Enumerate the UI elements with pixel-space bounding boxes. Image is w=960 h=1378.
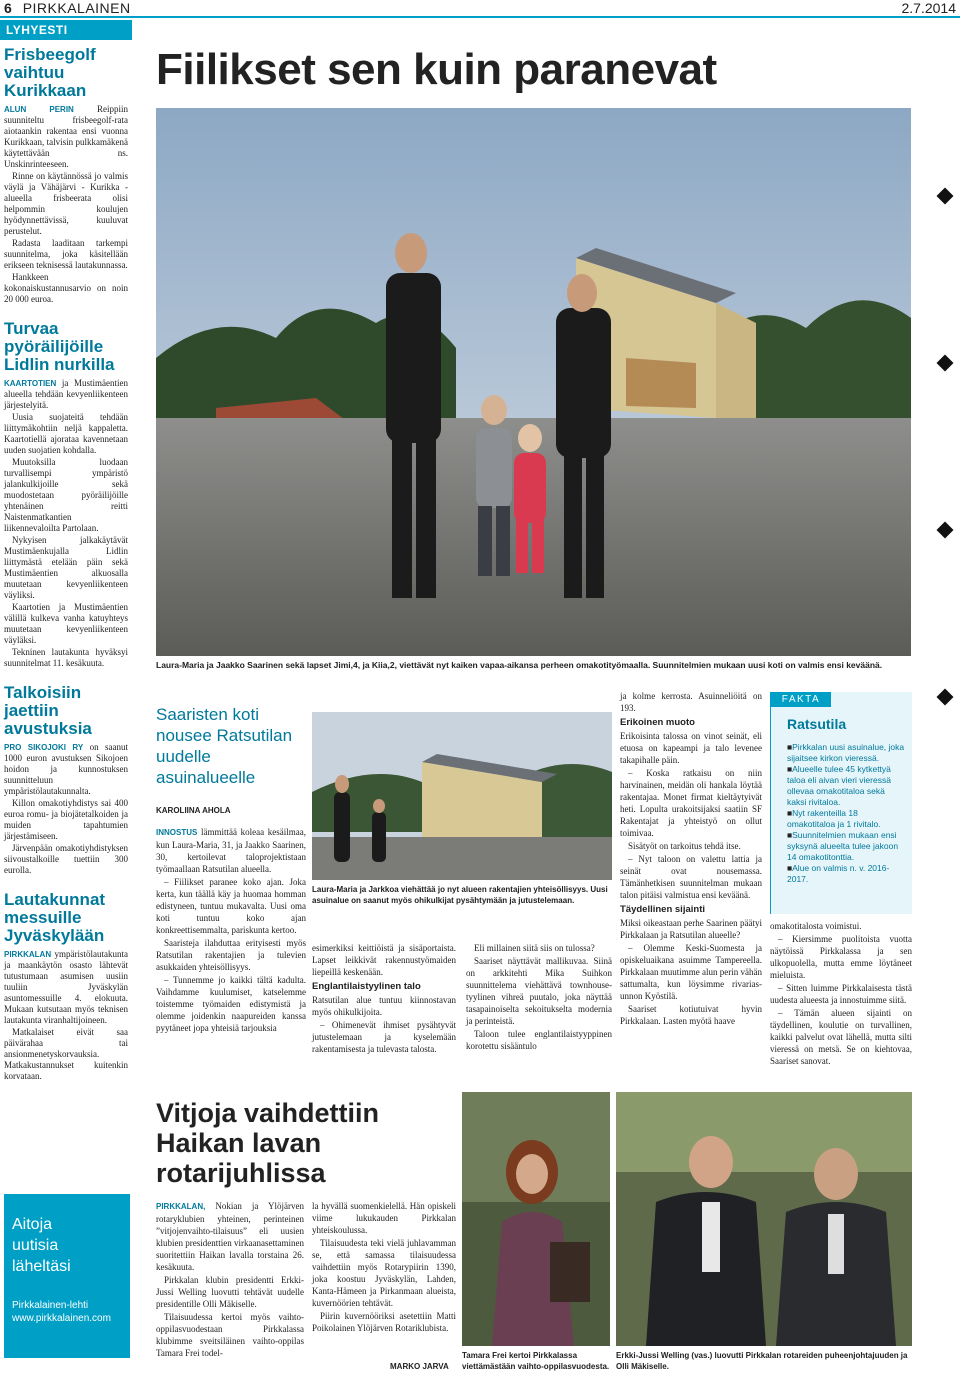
body-paragraph: Ratsutilan alue tuntuu kiinnostavan myös ohikulkijoita. bbox=[312, 995, 456, 1017]
body-paragraph: Sisätyöt on tarkoitus tehdä itse. bbox=[628, 841, 741, 851]
body-paragraph: ja kolme kerrosta. Asuinneliöitä on 193. bbox=[620, 691, 762, 713]
lead-text: Nokian ja Ylöjärven rotaryklubien yhteinen, perinteinen ”vitjojenvaihto-tilaisuus” eli uusien klubien presidenttien virkaanasettaminen suoritettiin Haikan lavalla torstaina 26. kesäkuuta. bbox=[156, 1201, 304, 1272]
sidebar-briefs bbox=[0, 20, 132, 1378]
article-column-3 bbox=[620, 690, 762, 1028]
brief-para: Kaartotien ja Mustimäentien välillä kulkeva vanha katuyhteys muutetaan kevyenliikenteen väyläksi. bbox=[4, 602, 128, 645]
section-tag: LYHYESTI bbox=[0, 20, 132, 40]
promo-line: läheltäsi bbox=[12, 1258, 71, 1275]
house-photo-illustration bbox=[312, 712, 612, 880]
brief-lead: KAARTOTIEN bbox=[4, 379, 57, 388]
fact-item: ■ Nyt rakenteilla 18 omakotitaloa ja 1 rivitalo. bbox=[787, 808, 905, 830]
body-paragraph: Eli millainen siitä siis on tulossa? bbox=[474, 943, 595, 953]
brief-lead-text: ympäristölautakunta ja maankäytön osasto lähtevät tutustumaan asumisen uusiin tuuliin Jyväskylän asuntomessuille 4. elokuuta. Mukaan kutsutaan myös teknisen lautakunta viranhaltijoineen. bbox=[4, 949, 128, 1025]
section-heading: Englantilaistyylinen talo bbox=[312, 981, 421, 992]
body-paragraph: Pirkkalan klubin presidentti Erkki-Jussi Welling luovutti tehtävät uudelle presidentille Olli Mäkiselle. bbox=[156, 1275, 304, 1309]
brief-para: Nykyisen jalkakäytävät Mustimäenkujalla Lidlin liittymästä etelään päin sekä Mustimäentien alkuosalla muutetaan kevyenliikenteen väyliksi. bbox=[4, 535, 128, 600]
main-headline: Fiilikset sen kuin paranevat bbox=[156, 45, 717, 94]
body-paragraph: – Sitten luimme Pirkkalaisesta tästä uudesta alueesta ja innostuimme siitä. bbox=[770, 983, 912, 1005]
promo-line: uutisia bbox=[12, 1237, 59, 1254]
body-paragraph: omakotitalosta voimistui. bbox=[770, 921, 862, 931]
body-paragraph: – Tunnemme jo kaikki tältä kadulta. Vaihdamme kuulumiset, katselemme toistemme työmaiden edistymistä ja olemme joidenkin naapureiden kanssa pyytäneet jopa yhteisiä tarjouksia bbox=[156, 975, 306, 1033]
photo-credit: MARKO JARVA bbox=[390, 1362, 449, 1371]
brief-lead-text: ja Mustimäentien alueella tehdään kevyenliikenteen järjestelyitä. bbox=[4, 378, 128, 410]
house-photo-caption: Laura-Maria ja Jarkkoa viehättää jo nyt alueen rakentajien yhteisöllisyys. Uusi asuinalue on saanut myös ohikulkijat pysähtymään ja jutustelemaan. bbox=[312, 885, 608, 905]
promo-url[interactable]: www.pirkkalainen.com bbox=[12, 1313, 111, 1324]
brief-para: Rinne on käytännössä jo valmis väylä ja Vähäjärvi - Kurikka -alueella frisbeerata olisi helpommin koulujen hyödynnettävissä, kuuluvat perustelut. bbox=[4, 171, 128, 236]
promo-line: Aitoja bbox=[12, 1216, 53, 1233]
body-paragraph: la hyvällä suomenkielellä. Hän opiskeli viime lukukauden Pirkkalan yhteiskoulussa. bbox=[312, 1201, 456, 1235]
article-column-1 bbox=[156, 826, 306, 1035]
brief-lead-para bbox=[4, 949, 128, 1026]
body-paragraph: Taloon tulee englantilaistyyppinen korotettu sisääntulo bbox=[466, 1029, 612, 1051]
brief-3 bbox=[0, 670, 132, 876]
lead-paragraph bbox=[156, 1200, 304, 1273]
body-paragraph: – Ohimenevät ihmiset pysähtyvät jutustelemaan ja kyselemään rakentamisesta ja tulevasta talosta. bbox=[312, 1020, 456, 1054]
brief-para: Matkalaiset eivät saa päivärahaa tai ansionmenetyskorvauksia. Matkakustannukset kuitenkin korvataan. bbox=[4, 1027, 128, 1081]
brief-lead-para bbox=[4, 104, 128, 170]
speaker-photo-illustration bbox=[462, 1092, 610, 1346]
brief-title: Talkoisiin jaettiin avustuksia bbox=[4, 683, 92, 738]
brief-lead-text: on saanut 1000 euron avustuksen Sikojoen hoidon ja kunnostuksen suunnitteluun ympäristölautakunnalta. bbox=[4, 742, 129, 796]
decoration-column bbox=[934, 190, 956, 858]
brief-lead: PIRKKALAN bbox=[4, 950, 52, 959]
brief-para: Killon omakotiyhdistys sai 400 euroa romu- ja biojätetalkoiden ja muiden tapahtumien järjestämiseen. bbox=[4, 798, 128, 841]
byline: KAROLIINA AHOLA bbox=[156, 806, 231, 815]
brief-para: Järvenpään omakotiyhdistyksen siivoustalkoille tuettiin 300 eurolla. bbox=[4, 843, 128, 875]
family-photo bbox=[156, 108, 911, 656]
body-paragraph: Saariset kotiutuivat hyvin Pirkkalaan. Lasten myötä haave bbox=[620, 1004, 762, 1026]
diamond-icon bbox=[937, 689, 954, 706]
brief-4 bbox=[0, 877, 132, 1082]
fact-box bbox=[770, 692, 912, 914]
brief-para: Uusia suojateitä tehdään liittymäkohtiin neljä kappaletta. Kaartotiellä ajorataa kavennetaan uuden suojatien kohdalla. bbox=[4, 412, 128, 455]
body-paragraph: Tilaisuudessa kertoi myös vaihto-oppilasvuodestaan Pirkkalassa klubimme sveitsiläinen vaihto-oppilas Tamara Frei todel- bbox=[156, 1312, 304, 1358]
brief-title: Turvaa pyöräilijöille Lidlin nurkilla bbox=[4, 319, 115, 374]
body-paragraph: – Fiilikset paranee koko ajan. Joka kerta, kun täällä käy ja huomaa homman edistyneen, tuntuu mukavalta. Uusi oma koti tuntuu koko ajan konkreettisemmalta, pariskunta kertoo. bbox=[156, 877, 306, 935]
article-column-4 bbox=[770, 920, 912, 1068]
brief-title: Frisbeegolf vaihtuu Kurikkaan bbox=[4, 45, 96, 100]
brief-para: Hankkeen kokonaiskustannusarvio on noin 20 000 euroa. bbox=[4, 272, 128, 304]
body-paragraph: – Tämän alueen sijainti on täydellinen, koulutie on turvallinen, kaikki palvelut ovat lähellä, mutta silti vieressä on metsä. Se on kiehtovaa, Saariset sanovat. bbox=[770, 1008, 912, 1066]
section-heading: Erikoinen muoto bbox=[620, 717, 695, 728]
brief-para: Tekninen lautakunta hyväksyi suunnitelmat 11. kesäkuuta. bbox=[4, 647, 128, 668]
family-photo-illustration bbox=[156, 108, 911, 656]
brief-para: Muutoksilla luodaan turvallisempi ympäristö jalankulkijoille sekä muodostetaan pyöräilijöille yhtenäinen reitti Naistenmatkantien liikennevaloilta Partolaan. bbox=[4, 457, 128, 533]
page-header bbox=[0, 0, 960, 16]
section-heading: Täydellinen sijainti bbox=[620, 904, 705, 915]
brief-lead-para bbox=[4, 742, 128, 797]
rotary-men-photo bbox=[616, 1092, 912, 1346]
rotary-headline: Vitjoja vaihdettiin Haikan lavan rotarijuhlissa bbox=[156, 1098, 380, 1188]
diamond-icon bbox=[937, 355, 954, 372]
fact-item: ■ Alue on valmis n. v. 2016-2017. bbox=[787, 863, 905, 885]
diamond-icon bbox=[937, 522, 954, 539]
fact-title: Ratsutila bbox=[787, 716, 847, 732]
body-paragraph: – Nyt taloon on valettu lattia ja seinät ovat nousemassa. Tämänhetkisen suunnitelman mukaan talon pitäisi valmistua ensi keväänä. bbox=[620, 854, 762, 900]
body-paragraph: Piirin kuvernööriksi asetettiin Matti Poikolainen Ylöjärven Rotariklubista. bbox=[312, 1311, 456, 1333]
promo-box[interactable] bbox=[4, 1194, 130, 1358]
page-number: 6 bbox=[4, 0, 13, 16]
body-paragraph: – Kiersimme puolitoista vuotta näytöissä Pirkkalassa ja sen ulkopuolella, mutta emme löytäneet mieluista. bbox=[770, 934, 912, 980]
brief-para: Radasta laaditaan tarkempi suunnitelma, joka käsitellään erikseen teknisessä lautakunnassa. bbox=[4, 238, 128, 270]
lead-word: INNOSTUS bbox=[156, 828, 198, 837]
article-column-2b bbox=[466, 942, 612, 1053]
body-paragraph: – Olemme Keski-Suomesta ja opiskeluaikana asuimme Tampereella. Pirkkalaan muutimme alun perin vähän sattumalta, kun löysimme rivariasunnon Kyöstilä. bbox=[620, 943, 762, 1001]
rotary-photo-caption: Erkki-Jussi Welling (vas.) luovutti Pirkkalan rotareiden puheenjohtajuuden ja Olli Mäkiselle. bbox=[616, 1351, 908, 1371]
header-rule bbox=[0, 16, 960, 18]
photo-caption: Laura-Maria ja Jaakko Saarinen sekä lapset Jimi,4, ja Kiia,2, viettävät nyt kaiken vapaa-aikansa perheen omakotityömaalla. Suunnitelmien mukaan uusi koti on valmis ensi keväänä. bbox=[156, 660, 883, 670]
article-column-2a bbox=[312, 942, 456, 1056]
header-left bbox=[4, 0, 131, 16]
paper-name: PIRKKALAINEN bbox=[22, 0, 131, 16]
subheadline: Saaristen koti nousee Ratsutilan uudelle asuinalueelle bbox=[156, 705, 293, 787]
body-paragraph: Saariset näyttävät mallikuvaa. Siinä on arkkitehti Mika Suihkon suunnittelema viehättävä townhouse-tyylinen vihreä puutalo, joka näyttää tasapainoiselta sekoitukselta modernia ja perinteistä. bbox=[466, 956, 612, 1026]
body-paragraph: Miksi oikeastaan perhe Saarinen päätyi Pirkkalaan ja Ratsutilan alueelle? bbox=[620, 918, 762, 940]
issue-date: 2.7.2014 bbox=[901, 0, 956, 16]
brief-lead-para bbox=[4, 378, 128, 411]
house-photo bbox=[312, 712, 612, 880]
lead-word: PIRKKALAN, bbox=[156, 1202, 206, 1211]
speaker-photo-caption: Tamara Frei kertoi Pirkkalassa viettämästään vaihto-oppilasvuodesta. bbox=[462, 1351, 610, 1371]
speaker-photo bbox=[462, 1092, 610, 1346]
body-paragraph: Tilaisuudesta teki vielä juhlavamman se, että samassa tilaisuudessa vaihdettiin myös Rotarypiirin 1390, joka koostuu Jyväskylän, Lahden, Kanta-Hämeen ja Pirkanmaan alueista, kuvernöörien tehtävät. bbox=[312, 1238, 456, 1308]
brief-1 bbox=[0, 40, 132, 305]
brief-lead-text: Reippiin suunniteltu frisbeegolf-rata aiotaankin rakentaa ensi vuonna Kurikkaan, talvisin pulkkamäkenä käytettävään ns. Unskinrinteeseen. bbox=[4, 104, 129, 169]
body-paragraph: Saaristeja ilahduttaa erityisesti myös Ratsutilan rakentajien ja tulevien asukkaiden yhteisöllisyys. bbox=[156, 938, 306, 972]
brief-lead: ALUN PERIN bbox=[4, 105, 74, 114]
fact-tag: FAKTA bbox=[771, 692, 831, 707]
rotary-men-photo-illustration bbox=[616, 1092, 912, 1346]
promo-paper: Pirkkalainen-lehti bbox=[12, 1300, 89, 1311]
lead-paragraph bbox=[156, 826, 306, 875]
body-paragraph: Erikoisinta talossa on vinot seinät, eli etuosa on kapeampi ja talo levenee takapihalle päin. bbox=[620, 731, 762, 765]
brief-lead: PRO SIKOJOKI RY bbox=[4, 743, 84, 752]
fact-item: ■ Alueelle tulee 45 kytkettyä taloa eli aivan vieri vieressä ollevaa omakotitaloa sekä kaksi rivitaloa. bbox=[787, 764, 905, 808]
diamond-icon bbox=[937, 188, 954, 205]
lead-text: lämmittää koleaa kesäilmaa, kun Laura-Maria, 31, ja Jaakko Saarinen, 30, kertoilevat taloprojektistaan työmaallaan Ratsutilan alueella. bbox=[156, 827, 306, 874]
fact-item: ■ Pirkkalan uusi asuinalue, joka sijaitsee kirkon vieressä. bbox=[787, 742, 905, 764]
body-paragraph: – Koska ratkaisu on niin harvinainen, meidän oli hankala löytää rakentajaa. Monet firmat kieltäytyivät heti. Lopulta urakoitsijaksi saatiin SF Rakentajat ja yhteistyö on ollut toimivaa. bbox=[620, 768, 762, 838]
rotary-column-1 bbox=[156, 1200, 304, 1360]
brief-2 bbox=[0, 306, 132, 669]
article-subheadline bbox=[156, 704, 304, 788]
rotary-column-2 bbox=[312, 1200, 456, 1335]
fact-list bbox=[787, 742, 905, 885]
fact-item: ■ Suunnitelmien mukaan ensi syksynä alueelta tulee jakoon 14 omakotitonttia. bbox=[787, 830, 905, 863]
body-paragraph: esimerkiksi keittiöistä ja sisäportaista. Lapset leikkivät rakennustyömaiden liepeillä keskenään. bbox=[312, 943, 456, 977]
brief-title: Lautakunnat messuille Jyväskylään bbox=[4, 890, 106, 945]
